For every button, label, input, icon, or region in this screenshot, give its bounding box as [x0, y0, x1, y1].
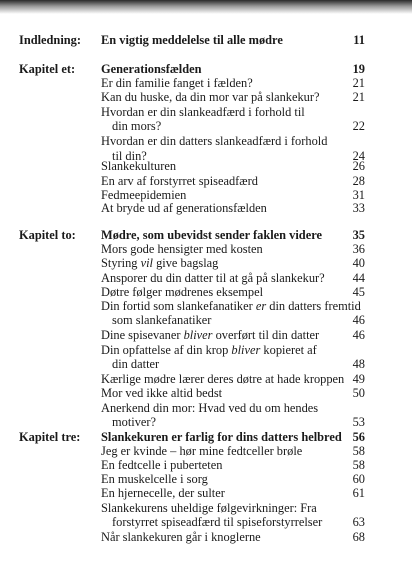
page-number: 49	[352, 372, 365, 386]
toc-entry-title: Mødre, som ubevidst sender faklen videre	[101, 228, 322, 242]
toc-entry-title: Døtre følger mødrenes eksempel	[101, 285, 264, 299]
toc-entry-title: Dine spisevaner bliver overført til din datter	[101, 328, 320, 342]
toc-entry-continuation: forstyrret spiseadfærd til spiseforstyrrelser	[112, 515, 323, 529]
toc-entry-title: Din fortid som slankefanatiker er din datters fremtid	[101, 299, 361, 313]
toc-entry-title: Slankekulturen	[101, 159, 177, 173]
toc-entry-title: En hjernecelle, der sulter	[101, 486, 225, 500]
page-number: 50	[352, 386, 365, 400]
page-number: 21	[352, 76, 365, 90]
page-number: 60	[352, 472, 365, 486]
page-number: 22	[352, 119, 365, 133]
page-number: 24	[352, 149, 365, 163]
toc-entry-title: Generationsfælden	[101, 62, 202, 76]
toc-entry-title: Din opfattelse af din krop bliver kopieret af	[101, 343, 317, 357]
toc-entry-title: Jeg er kvinde – hør mine fedtceller brøle	[101, 444, 303, 458]
page-number: 68	[352, 530, 365, 544]
chapter-label: Kapitel tre:	[19, 430, 81, 444]
toc-entry-title: Er din familie fanget i fælden?	[101, 76, 253, 90]
toc-entry-title: At bryde ud af generationsfælden	[101, 201, 267, 215]
page-number: 56	[352, 430, 365, 444]
toc-entry-title: Slankekuren er farlig for dins datters helbred	[101, 430, 342, 444]
toc-entry-title: Mors gode hensigter med kosten	[101, 242, 263, 256]
page-number: 11	[353, 33, 365, 47]
page-number: 44	[352, 271, 365, 285]
toc-entry-title: Kan du huske, da din mor var på slankekur?	[101, 90, 320, 104]
toc-entry-title: Når slankekuren går i knoglerne	[101, 530, 261, 544]
page-number: 45	[352, 285, 365, 299]
page-number: 21	[352, 90, 365, 104]
page-number: 63	[352, 515, 365, 529]
page-number: 46	[352, 313, 365, 327]
page-number: 26	[352, 159, 365, 173]
chapter-label: Kapitel to:	[19, 228, 76, 242]
toc-entry-title: En muskelcelle i sorg	[101, 472, 208, 486]
toc-entry-continuation: til din?	[112, 149, 147, 163]
page-number: 58	[352, 458, 365, 472]
toc-entry-title: Kærlige mødre lærer deres døtre at hade kroppen	[101, 372, 345, 386]
page-number: 48	[352, 357, 365, 371]
toc-entry-title: Anerkend din mor: Hvad ved du om hendes	[101, 401, 319, 415]
page-number: 31	[352, 188, 365, 202]
page-number: 53	[352, 415, 365, 429]
chapter-label: Indledning:	[19, 33, 81, 47]
toc-entry-title: Mor ved ikke altid bedst	[101, 386, 223, 400]
page-number: 58	[352, 444, 365, 458]
toc-entry-title: Hvordan er din datters slankeadfærd i forhold	[101, 134, 328, 148]
page-number: 19	[352, 62, 365, 76]
page-number: 33	[352, 201, 365, 215]
toc-entry-continuation: din mors?	[112, 119, 162, 133]
toc-entry-continuation: motiver?	[112, 415, 157, 429]
page-number: 35	[352, 228, 365, 242]
toc-entry-title: Hvordan er din slankeadfærd i forhold til	[101, 105, 305, 119]
page-number: 28	[352, 174, 365, 188]
page-number: 40	[352, 256, 365, 270]
toc-entry-title: En fedtcelle i puberteten	[101, 458, 223, 472]
page-number: 36	[352, 242, 365, 256]
toc-entry-continuation: som slankefanatiker	[112, 313, 212, 327]
page-number: 61	[352, 486, 365, 500]
toc-entry-title: Slankekurens uheldige følgevirkninger: Fra	[101, 501, 317, 515]
toc-entry-title: Fedmeepidemien	[101, 188, 187, 202]
chapter-label: Kapitel et:	[19, 62, 76, 76]
page-number: 46	[352, 328, 365, 342]
toc-entry-title: En arv af forstyrret spiseadfærd	[101, 174, 258, 188]
toc-entry-title: En vigtig meddelelse til alle mødre	[101, 33, 283, 47]
toc-entry-title: Styring vil give bagslag	[101, 256, 219, 270]
toc-entry-title: Ansporer du din datter til at gå på slankekur?	[101, 271, 325, 285]
toc-entry-continuation: din datter	[112, 357, 160, 371]
